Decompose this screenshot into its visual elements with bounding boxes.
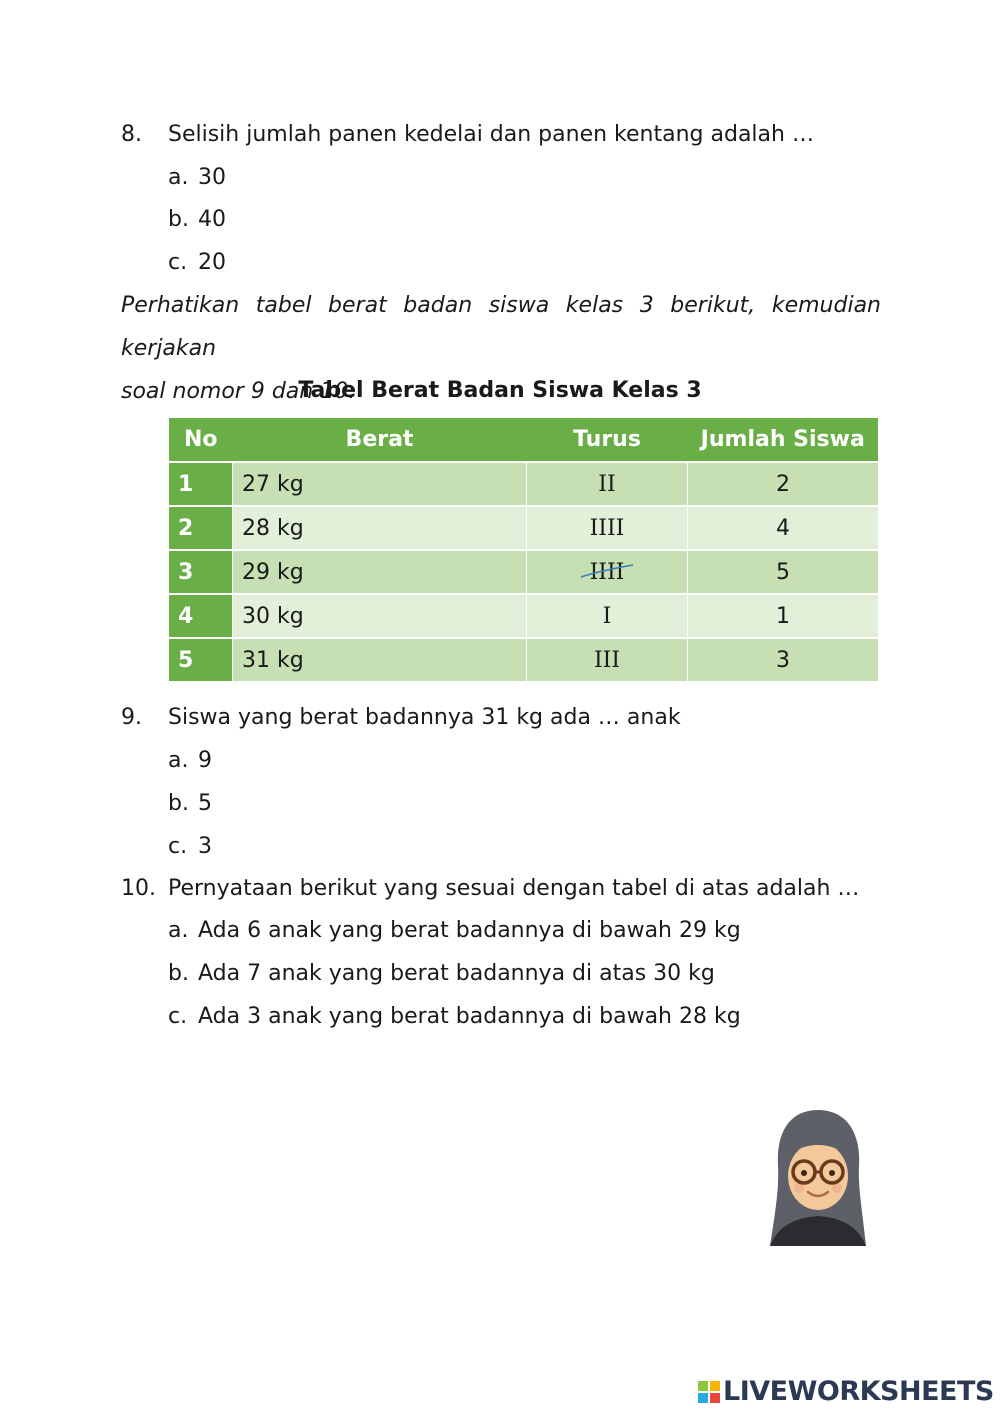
q9-option-a[interactable] (168, 746, 212, 776)
q10-option-a[interactable] (168, 916, 741, 946)
q10-text: Pernyataan berikut yang sesuai dengan tabel di atas adalah … (168, 876, 860, 901)
row-jumlah: 2 (688, 462, 879, 506)
table-row (169, 550, 878, 594)
row-berat: 29 kg (233, 550, 527, 594)
header-berat: Berat (233, 418, 527, 462)
weight-table (169, 418, 878, 681)
q9-option-c[interactable] (168, 832, 212, 862)
brand-text: LIVEWORKSHEETS (723, 1376, 994, 1407)
option-text: 5 (198, 791, 212, 816)
q8-number: 8. (121, 122, 142, 147)
row-berat: 27 kg (233, 462, 527, 506)
table-row (169, 594, 878, 638)
header-turus: Turus (527, 418, 688, 462)
row-turus: IIII (527, 506, 688, 550)
row-turus: I (527, 594, 688, 638)
option-letter: b. (168, 961, 189, 986)
row-turus-text: IIII (589, 559, 625, 585)
row-jumlah: 3 (688, 638, 879, 681)
option-letter: b. (168, 207, 189, 232)
option-letter: c. (168, 250, 188, 275)
q8-option-b[interactable] (168, 205, 226, 235)
table-row (169, 638, 878, 681)
q8-option-c[interactable] (168, 248, 226, 278)
q10-number: 10. (121, 876, 156, 901)
row-no: 2 (169, 506, 233, 550)
row-turus: II (527, 462, 688, 506)
row-turus-tally-five (527, 550, 688, 594)
option-letter: a. (168, 748, 189, 773)
table-header-row (169, 418, 878, 462)
header-no: No (169, 418, 233, 462)
q10-option-c[interactable] (168, 1002, 741, 1032)
intro-line-1: Perhatikan tabel berat badan siswa kelas 3 berikut, kemudian kerjakan (121, 293, 881, 361)
hijab-girl-avatar-icon (766, 1108, 870, 1248)
row-jumlah: 4 (688, 506, 879, 550)
header-jumlah: Jumlah Siswa (688, 418, 879, 462)
option-text: Ada 7 anak yang berat badannya di atas 30 kg (198, 961, 715, 986)
option-text: 30 (198, 165, 226, 190)
row-no: 4 (169, 594, 233, 638)
table-row (169, 506, 878, 550)
row-jumlah: 5 (688, 550, 879, 594)
row-berat: 30 kg (233, 594, 527, 638)
q9-number: 9. (121, 705, 142, 730)
table-caption: Tabel Berat Badan Siswa Kelas 3 (298, 378, 702, 403)
row-jumlah: 1 (688, 594, 879, 638)
option-text: 9 (198, 748, 212, 773)
option-letter: a. (168, 918, 189, 943)
row-no: 3 (169, 550, 233, 594)
row-berat: 28 kg (233, 506, 527, 550)
intro-line-2: soal nomor 9 dan 10. (121, 379, 356, 404)
table-row (169, 462, 878, 506)
option-letter: c. (168, 1004, 188, 1029)
q8-text: Selisih jumlah panen kedelai dan panen kentang adalah … (168, 122, 814, 147)
row-turus: III (527, 638, 688, 681)
option-text: 40 (198, 207, 226, 232)
option-letter: b. (168, 791, 189, 816)
option-text: Ada 3 anak yang berat badannya di bawah 28 kg (198, 1004, 741, 1029)
option-text: 20 (198, 250, 226, 275)
option-text: 3 (198, 834, 212, 859)
option-letter: a. (168, 165, 189, 190)
q8-option-a[interactable] (168, 163, 226, 193)
liveworksheets-logo-icon (697, 1380, 721, 1404)
q10-option-b[interactable] (168, 959, 715, 989)
q9-text: Siswa yang berat badannya 31 kg ada … anak (168, 705, 681, 730)
liveworksheets-brand[interactable] (697, 1376, 994, 1407)
row-berat: 31 kg (233, 638, 527, 681)
q9-option-b[interactable] (168, 789, 212, 819)
row-no: 1 (169, 462, 233, 506)
row-no: 5 (169, 638, 233, 681)
option-letter: c. (168, 834, 188, 859)
option-text: Ada 6 anak yang berat badannya di bawah 29 kg (198, 918, 741, 943)
